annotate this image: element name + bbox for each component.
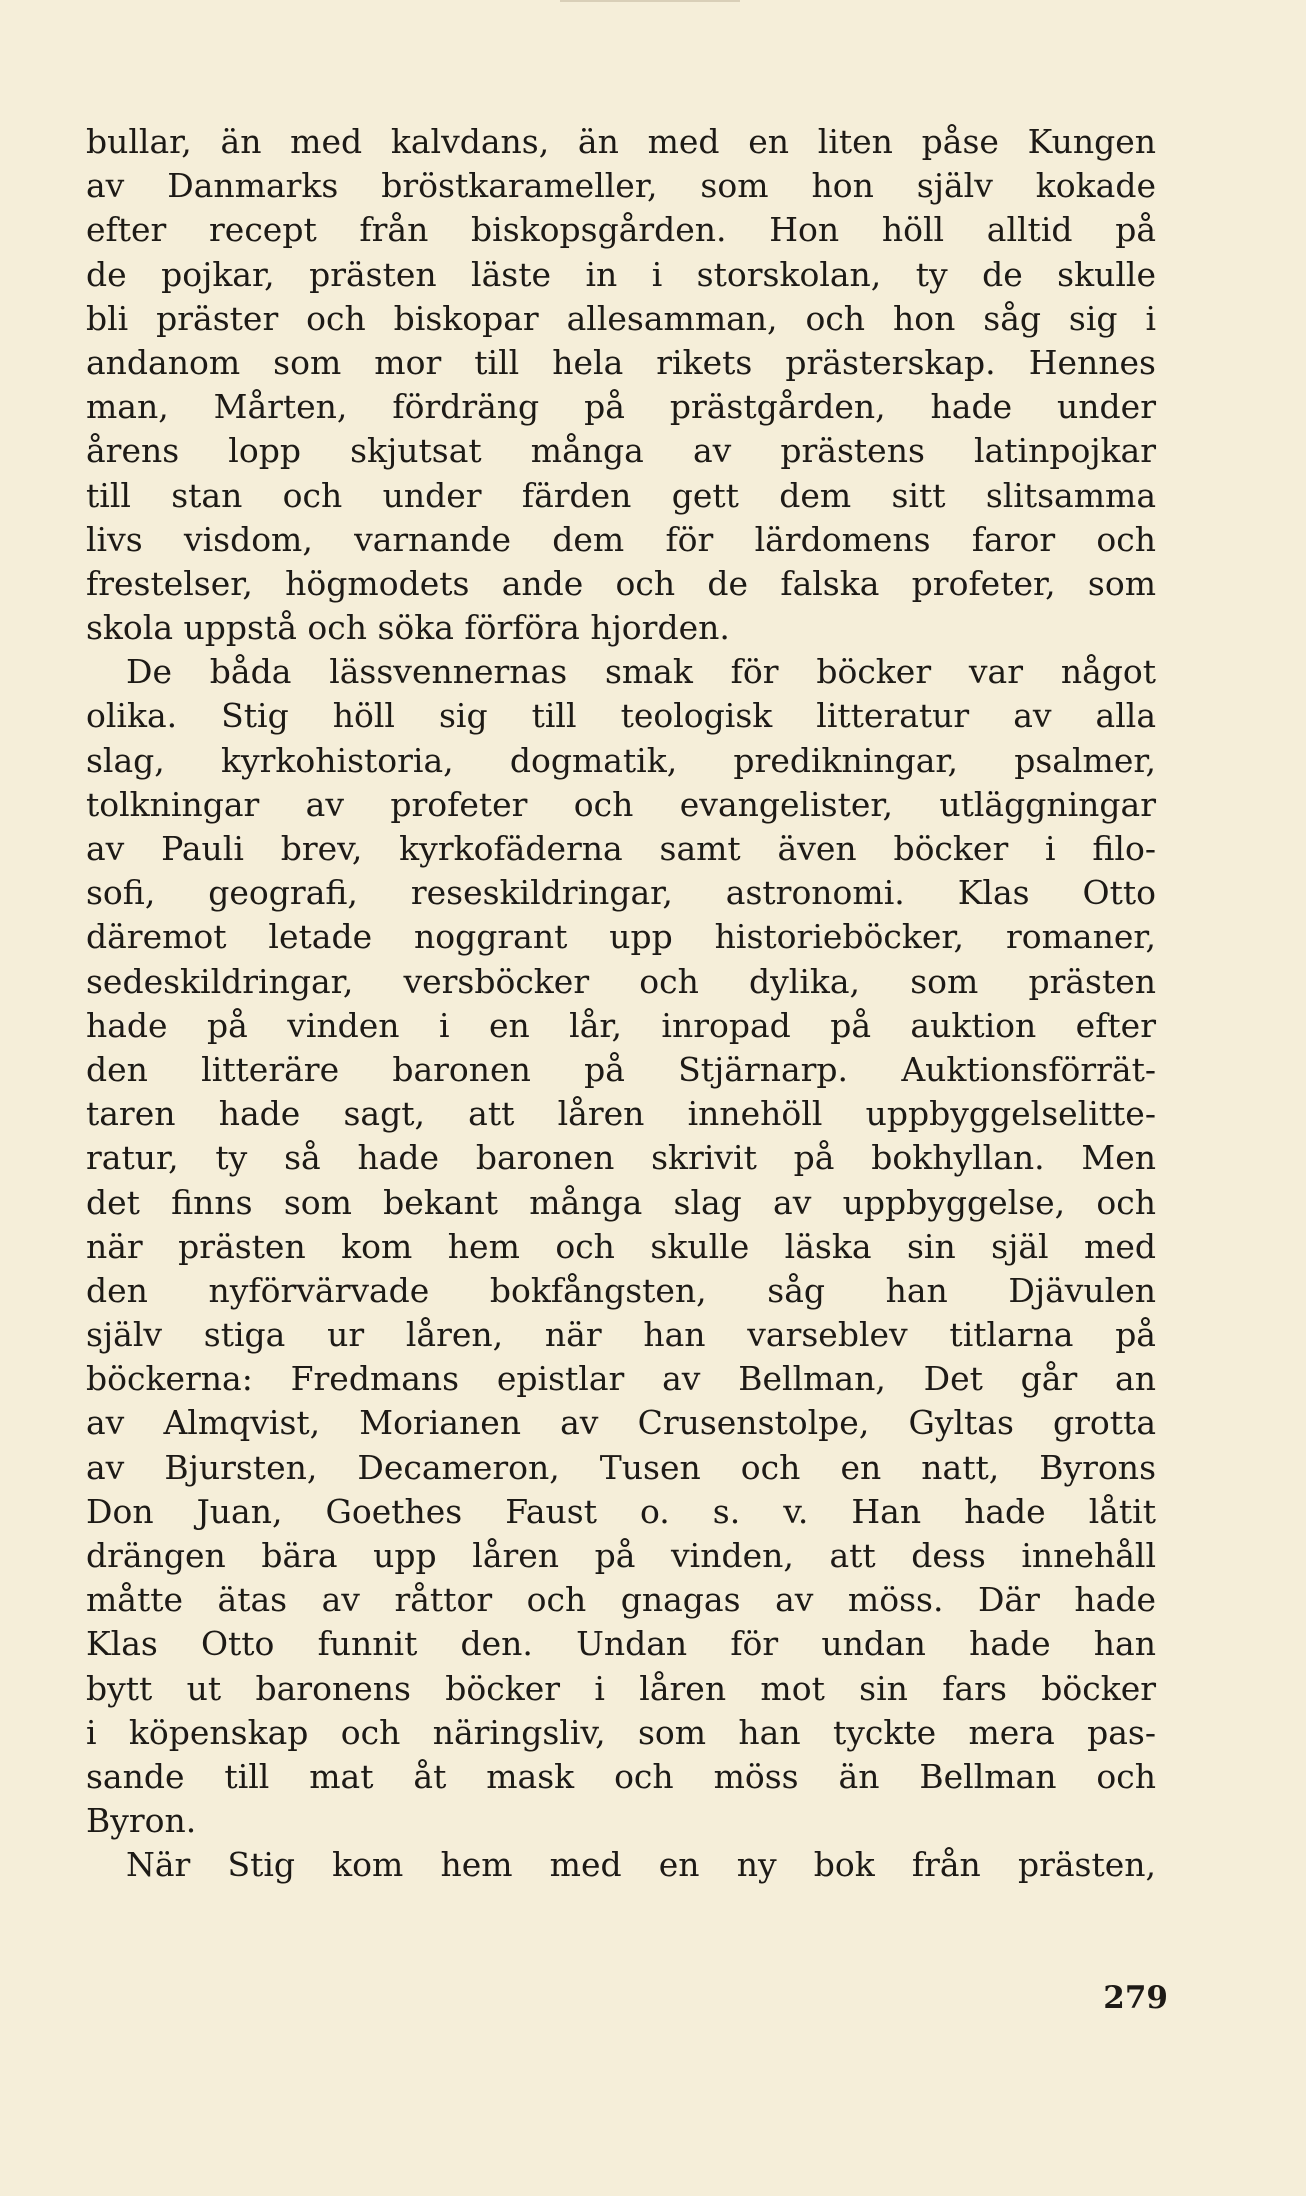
text-line: efter recept från biskopsgården. Hon höll alltid på <box>86 210 1156 250</box>
text-line: årens lopp skjutsat många av prästens latinpojkar <box>86 431 1156 471</box>
text-line: till stan och under färden gett dem sitt slitsamma <box>86 475 1156 515</box>
paragraph-start-line: De båda lässvennernas smak för böcker var något <box>126 652 1156 692</box>
text-line: av Bjursten, Decameron, Tusen och en natt, Byrons <box>86 1447 1156 1487</box>
text-line: ratur, ty så hade baronen skrivit på bokhyllan. Men <box>86 1138 1156 1178</box>
text-line: måtte ätas av råttor och gnagas av möss. Där hade <box>86 1580 1156 1620</box>
text-line: man, Mårten, fördräng på prästgården, hade under <box>86 387 1156 427</box>
text-line: den nyförvärvade bokfångsten, såg han Djävulen <box>86 1270 1156 1310</box>
text-line: sedeskildringar, versböcker och dylika, som prästen <box>86 961 1156 1001</box>
text-line: tolkningar av profeter och evangelister, utläggningar <box>86 784 1156 824</box>
text-line: frestelser, högmodets ande och de falska profeter, som <box>86 563 1156 603</box>
text-line: sande till mat åt mask och möss än Bellman och <box>86 1756 1156 1796</box>
text-line: olika. Stig höll sig till teologisk litteratur av alla <box>86 696 1156 736</box>
paragraph-end-line: skola uppstå och söka förföra hjorden. <box>86 608 730 648</box>
text-line: bli präster och biskopar allesamman, och hon såg sig i <box>86 298 1156 338</box>
text-line: däremot letade noggrant upp historieböcker, romaner, <box>86 917 1156 957</box>
text-line: av Almqvist, Morianen av Crusenstolpe, Gyltas grotta <box>86 1403 1156 1443</box>
text-line: böckerna: Fredmans epistlar av Bellman, Det går an <box>86 1359 1156 1399</box>
top-edge-rule <box>560 0 740 2</box>
text-line: i köpenskap och näringsliv, som han tyckte mera pas- <box>86 1712 1156 1752</box>
text-line: den litteräre baronen på Stjärnarp. Auktionsförrät- <box>86 1049 1156 1089</box>
text-line: andanom som mor till hela rikets prästerskap. Hennes <box>86 342 1156 382</box>
page-number: 279 <box>1103 1980 1168 2016</box>
text-line: de pojkar, prästen läste in i storskolan, ty de skulle <box>86 254 1156 294</box>
text-line: Don Juan, Goethes Faust o. s. v. Han hade låtit <box>86 1491 1156 1531</box>
text-line: taren hade sagt, att låren innehöll uppbyggelselitte- <box>86 1094 1156 1134</box>
text-line: hade på vinden i en lår, inropad på auktion efter <box>86 1005 1156 1045</box>
text-line: sofi, geografi, reseskildringar, astronomi. Klas Otto <box>86 873 1156 913</box>
paragraph-start-line: När Stig kom hem med en ny bok från prästen, <box>126 1845 1156 1885</box>
text-line: bytt ut baronens böcker i låren mot sin fars böcker <box>86 1668 1156 1708</box>
text-line: bullar, än med kalvdans, än med en liten påse Kungen <box>86 122 1156 161</box>
paragraph-end-line: Byron. <box>86 1801 197 1841</box>
body-text <box>86 120 1156 1888</box>
text-line: det finns som bekant många slag av uppbyggelse, och <box>86 1182 1156 1222</box>
text-line: drängen bära upp låren på vinden, att dess innehåll <box>86 1536 1156 1575</box>
text-line: av Pauli brev, kyrkofäderna samt även böcker i filo- <box>86 829 1156 868</box>
text-line: när prästen kom hem och skulle läska sin själ med <box>86 1226 1156 1266</box>
text-line: slag, kyrkohistoria, dogmatik, predikningar, psalmer, <box>86 740 1156 780</box>
text-line: Klas Otto funnit den. Undan för undan hade han <box>86 1624 1156 1664</box>
text-line: av Danmarks bröstkarameller, som hon själv kokade <box>86 166 1156 206</box>
text-line: själv stiga ur låren, när han varseblev titlarna på <box>86 1315 1156 1355</box>
text-line: livs visdom, varnande dem för lärdomens faror och <box>86 519 1156 559</box>
